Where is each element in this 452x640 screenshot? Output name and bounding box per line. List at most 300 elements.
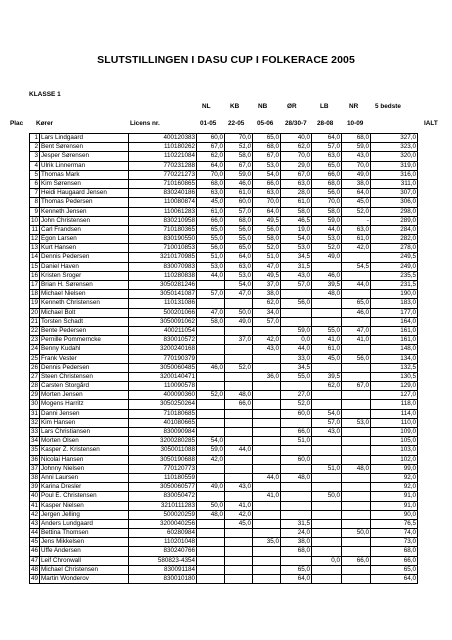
table-row: [30, 437, 418, 446]
cell-total: 73,0: [371, 538, 418, 547]
cell-driver: Karina Dresler: [40, 483, 129, 492]
cell-nr: [342, 317, 371, 326]
cell-license: 110221084: [129, 152, 197, 161]
cell-plac: 2: [30, 143, 40, 152]
cell-nl: [197, 547, 225, 556]
cell-nl: [197, 400, 225, 409]
cell-kb: 43,0: [225, 483, 253, 492]
cell-plac: 45: [31, 538, 39, 546]
cell-license: 830010572: [129, 336, 197, 345]
cell-nr: 41,0: [342, 336, 371, 345]
cell-nb: [253, 464, 281, 473]
table-row: [30, 483, 418, 492]
cell-nb: [253, 547, 281, 556]
cell-total: 282,0: [371, 235, 418, 244]
cell-total: 320,0: [371, 152, 418, 161]
cell-total: 278,0: [371, 244, 418, 253]
cell-license: 3210170985: [129, 253, 197, 262]
cell-kb: [225, 529, 253, 538]
cell-driver: Carsten Storgård: [40, 382, 129, 391]
cell-driver: Kim Hansen: [40, 418, 129, 427]
cell-driver: Benny Kudahl: [40, 345, 129, 354]
cell-nb: 37,0: [253, 281, 281, 290]
cell-nl: [197, 464, 225, 473]
table-row: [30, 391, 418, 400]
cell-driver: Jens Mikkelsen: [40, 538, 129, 547]
table-row: [30, 354, 418, 363]
cell-or: 67,0: [281, 170, 312, 179]
cell-or: 53,0: [281, 244, 312, 253]
cell-plac: 32: [31, 418, 39, 426]
cell-license: 400211054: [129, 326, 197, 335]
cell-kb: [225, 565, 253, 574]
cell-or: 38,0: [281, 538, 312, 547]
cell-nr: 67,0: [342, 382, 371, 391]
cell-total: 129,0: [371, 382, 418, 391]
cell-license: 3200240168: [129, 345, 197, 354]
cell-plac: 26: [31, 363, 39, 371]
cell-kb: [225, 382, 253, 391]
cell-license: 400120383: [129, 134, 197, 143]
cell-license: 830070983: [129, 262, 197, 271]
cell-driver: Michael Christensen: [40, 565, 129, 574]
cell-nr: [342, 547, 371, 556]
cell-driver: Daniel Haven: [40, 262, 129, 271]
cell-license: 110180262: [129, 143, 197, 152]
table-row: [30, 363, 418, 372]
cell-total: 316,0: [371, 170, 418, 179]
cell-plac: 11: [31, 225, 39, 233]
cell-kb: [225, 354, 253, 363]
cell-driver: Kasper Nielsen: [40, 501, 129, 510]
cell-total: 231,5: [371, 281, 418, 290]
cell-or: [281, 382, 312, 391]
cell-license: 830240186: [129, 189, 197, 198]
cell-nl: 48,0: [197, 510, 225, 519]
cell-total: 102,0: [371, 455, 418, 464]
cell-lb: 56,0: [312, 189, 342, 198]
cell-total: 319,0: [371, 161, 418, 170]
cell-or: 70,0: [281, 152, 312, 161]
cell-driver: Danni Jensen: [40, 409, 129, 418]
cell-or: 46,5: [281, 216, 312, 225]
cell-nr: 56,0: [342, 354, 371, 363]
cell-driver: Morten Jensen: [40, 391, 129, 400]
cell-nb: [253, 565, 281, 574]
cell-kb: 60,0: [225, 198, 253, 207]
cell-lb: 55,0: [312, 326, 342, 335]
table-row: [30, 143, 418, 152]
cell-lb: [312, 547, 342, 556]
table-row: [30, 547, 418, 556]
cell-total: 134,0: [371, 354, 418, 363]
cell-nb: 54,0: [253, 170, 281, 179]
cell-nl: 53,0: [197, 262, 225, 271]
cell-lb: 68,0: [312, 179, 342, 188]
cell-nr: [342, 400, 371, 409]
cell-nl: 59,0: [197, 446, 225, 455]
cell-nl: [197, 556, 225, 565]
cell-nr: 52,0: [342, 207, 371, 216]
cell-plac: 49: [31, 575, 39, 583]
cell-nb: 58,0: [253, 235, 281, 244]
cell-nr: [342, 409, 371, 418]
cell-nl: [197, 428, 225, 437]
table-row: [30, 281, 418, 290]
cell-lb: 44,0: [312, 225, 342, 234]
table-row: [30, 336, 418, 345]
cell-kb: [225, 547, 253, 556]
cell-or: 63,0: [281, 179, 312, 188]
cell-lb: 61,0: [312, 345, 342, 354]
table-row: [30, 455, 418, 464]
cell-nr: 66,0: [342, 556, 371, 565]
cell-or: 59,0: [281, 326, 312, 335]
cell-kb: 61,0: [225, 189, 253, 198]
header-korer: Kører: [36, 120, 54, 127]
cell-total: 130,5: [371, 372, 418, 381]
cell-license: 3050091062: [129, 317, 197, 326]
cell-plac: 1: [30, 134, 40, 143]
header-licens: Licens nr.: [130, 120, 160, 127]
cell-driver: Kim Sørensen: [40, 179, 129, 188]
cell-driver: Lars Christiansen: [40, 428, 129, 437]
cell-license: 830091184: [129, 565, 197, 574]
cell-total: 68,0: [371, 547, 418, 556]
cell-license: 401080665: [129, 418, 197, 427]
cell-nr: [342, 428, 371, 437]
cell-total: 284,0: [371, 225, 418, 234]
cell-nr: 65,0: [342, 299, 371, 308]
cell-total: 109,0: [371, 428, 418, 437]
cell-nb: [253, 382, 281, 391]
cell-plac: 46: [31, 547, 39, 555]
cell-driver: John Christensen: [40, 216, 129, 225]
cell-total: 91,0: [371, 501, 418, 510]
table-row: [30, 189, 418, 198]
cell-lb: [312, 308, 342, 317]
cell-nl: [197, 418, 225, 427]
cell-nr: [342, 446, 371, 455]
header-kb: KB: [230, 103, 240, 110]
cell-nl: [197, 372, 225, 381]
cell-nl: 57,0: [197, 290, 225, 299]
cell-driver: Johnny Nielsen: [40, 464, 129, 473]
cell-nl: 42,0: [197, 455, 225, 464]
cell-or: 27,0: [281, 391, 312, 400]
table-row: [30, 299, 418, 308]
cell-license: 710180685: [129, 409, 197, 418]
cell-nb: [253, 575, 281, 584]
cell-plac: 4: [30, 161, 40, 170]
cell-driver: Jesper Sørensen: [40, 152, 129, 161]
cell-kb: [225, 299, 253, 308]
cell-kb: 58,0: [225, 152, 253, 161]
cell-total: 327,0: [371, 134, 418, 143]
table-row: [30, 134, 418, 143]
cell-nb: [253, 446, 281, 455]
table-row: [30, 409, 418, 418]
cell-nl: 51,0: [197, 253, 225, 262]
cell-nl: [197, 336, 225, 345]
cell-kb: 50,0: [225, 308, 253, 317]
cell-nb: 42,0: [253, 336, 281, 345]
table-row: [30, 317, 418, 326]
cell-nl: [197, 575, 225, 584]
cell-total: 289,0: [371, 216, 418, 225]
cell-driver: Nicolai Hansen: [40, 455, 129, 464]
cell-nb: [253, 400, 281, 409]
cell-nr: 43,0: [342, 152, 371, 161]
table-row: [30, 492, 418, 501]
cell-lb: 65,0: [312, 161, 342, 170]
cell-license: 770190379: [129, 354, 197, 363]
cell-nr: [342, 473, 371, 482]
table-row: [30, 382, 418, 391]
cell-license: 110280838: [129, 271, 197, 280]
cell-nr: [342, 437, 371, 446]
cell-plac: 24: [31, 345, 39, 353]
cell-license: 400090360: [129, 391, 197, 400]
cell-nb: [253, 556, 281, 565]
cell-or: 60,0: [281, 409, 312, 418]
cell-kb: 67,0: [225, 161, 253, 170]
cell-nb: [253, 455, 281, 464]
cell-nb: 63,0: [253, 189, 281, 198]
cell-driver: Dennis Pedersen: [40, 363, 129, 372]
cell-lb: 57,0: [312, 143, 342, 152]
cell-license: 580823-4354: [129, 556, 197, 565]
cell-plac: 16: [31, 271, 39, 279]
cell-plac: 13: [31, 244, 39, 252]
cell-plac: 39: [31, 483, 39, 491]
cell-nl: [197, 473, 225, 482]
cell-or: 19,0: [281, 225, 312, 234]
cell-or: 34,5: [281, 253, 312, 262]
cell-nr: 44,0: [342, 281, 371, 290]
cell-license: 110201048: [129, 538, 197, 547]
cell-or: 33,0: [281, 354, 312, 363]
cell-license: 110180559: [129, 473, 197, 482]
cell-nb: 49,5: [253, 216, 281, 225]
cell-or: 34,5: [281, 363, 312, 372]
table-row: [30, 501, 418, 510]
cell-total: 65,0: [371, 565, 418, 574]
cell-lb: 43,0: [312, 428, 342, 437]
cell-kb: 37,0: [225, 336, 253, 345]
cell-total: 177,0: [371, 308, 418, 317]
cell-license: 770120773: [129, 464, 197, 473]
cell-kb: 68,0: [225, 216, 253, 225]
cell-kb: [225, 556, 253, 565]
cell-nr: [342, 501, 371, 510]
cell-nl: 68,0: [197, 179, 225, 188]
cell-total: 114,0: [371, 409, 418, 418]
cell-or: 64,0: [281, 575, 312, 584]
cell-nb: 41,0: [253, 492, 281, 501]
cell-driver: Thomas Pedersen: [40, 198, 129, 207]
cell-nb: 53,0: [253, 161, 281, 170]
cell-kb: 42,0: [225, 510, 253, 519]
cell-nr: 48,0: [342, 464, 371, 473]
cell-nl: 55,0: [197, 235, 225, 244]
cell-lb: [312, 501, 342, 510]
cell-nr: [342, 290, 371, 299]
cell-plac: 12: [31, 235, 39, 243]
cell-driver: Lars Lindgaard: [40, 134, 129, 143]
cell-driver: Torsten Schadt: [40, 317, 129, 326]
cell-nb: 47,0: [253, 262, 281, 271]
table-row: [30, 464, 418, 473]
cell-kb: 59,0: [225, 170, 253, 179]
cell-driver: Morten Olsen: [40, 437, 129, 446]
cell-plac: 31: [31, 409, 39, 417]
cell-or: 31,5: [281, 519, 312, 528]
cell-or: [281, 464, 312, 473]
cell-driver: Kasper Z. Kristensen: [40, 446, 129, 455]
cell-total: 311,0: [371, 179, 418, 188]
cell-total: 118,0: [371, 400, 418, 409]
cell-total: 92,0: [371, 483, 418, 492]
cell-total: 148,0: [371, 345, 418, 354]
table-row: [30, 326, 418, 335]
table-row: [30, 216, 418, 225]
cell-kb: 51,0: [225, 143, 253, 152]
cell-nl: 65,0: [197, 225, 225, 234]
cell-license: 3050060485: [129, 363, 197, 372]
cell-lb: 46,0: [312, 271, 342, 280]
cell-lb: [312, 262, 342, 271]
header-nr: NR: [349, 103, 359, 110]
cell-nb: [253, 409, 281, 418]
cell-kb: [225, 575, 253, 584]
header-or: ØR: [287, 103, 297, 110]
cell-kb: 47,0: [225, 290, 253, 299]
cell-total: 306,0: [371, 198, 418, 207]
cell-license: 830090984: [129, 428, 197, 437]
cell-driver: Uffe Andersen: [40, 547, 129, 556]
cell-kb: 48,0: [225, 391, 253, 400]
cell-lb: [312, 473, 342, 482]
cell-plac: 10: [31, 216, 39, 224]
standings-table: [29, 133, 418, 584]
cell-nr: [342, 565, 371, 574]
cell-license: 3050141087: [129, 290, 197, 299]
cell-lb: 49,0: [312, 253, 342, 262]
cell-nr: 38,0: [342, 179, 371, 188]
cell-license: 710180365: [129, 225, 197, 234]
table-row: [30, 418, 418, 427]
cell-nr: 68,0: [342, 134, 371, 143]
header-plac: Plac: [10, 120, 24, 127]
cell-driver: Egon Larsen: [40, 235, 129, 244]
cell-plac: 42: [31, 510, 39, 518]
cell-license: 3200140471: [129, 372, 197, 381]
cell-lb: 50,0: [312, 492, 342, 501]
cell-total: 74,0: [371, 529, 418, 538]
cell-lb: 57,0: [312, 418, 342, 427]
cell-or: 56,0: [281, 299, 312, 308]
cell-license: 3200040256: [129, 519, 197, 528]
cell-lb: 39,5: [312, 372, 342, 381]
cell-lb: [312, 510, 342, 519]
cell-plac: 17: [31, 281, 39, 289]
cell-nl: [197, 345, 225, 354]
cell-nb: 64,0: [253, 207, 281, 216]
cell-nl: [197, 538, 225, 547]
cell-nl: [197, 281, 225, 290]
cell-total: 235,5: [371, 271, 418, 280]
cell-or: 48,0: [281, 473, 312, 482]
cell-plac: 30: [31, 400, 39, 408]
cell-license: 110090578: [129, 382, 197, 391]
cell-license: 710160865: [129, 179, 197, 188]
cell-driver: Bente Pedersen: [40, 326, 129, 335]
cell-nr: [342, 363, 371, 372]
table-row: [30, 575, 418, 584]
table-row: [30, 473, 418, 482]
cell-nb: [253, 391, 281, 400]
cell-nb: 66,0: [253, 179, 281, 188]
cell-nl: 61,0: [197, 207, 225, 216]
cell-nr: 64,0: [342, 189, 371, 198]
cell-nl: 54,0: [197, 437, 225, 446]
cell-total: 307,0: [371, 189, 418, 198]
cell-plac: 19: [31, 299, 39, 307]
table-row: [30, 170, 418, 179]
cell-nl: 56,0: [197, 244, 225, 253]
cell-or: 0,0: [281, 336, 312, 345]
cell-license: 830210958: [129, 216, 197, 225]
cell-lb: [312, 575, 342, 584]
cell-nr: 53,0: [342, 418, 371, 427]
cell-license: 830010180: [129, 575, 197, 584]
cell-nl: 49,0: [197, 483, 225, 492]
cell-nl: 62,0: [197, 152, 225, 161]
cell-nl: [197, 326, 225, 335]
table-row: [30, 179, 418, 188]
page-title: SLUTSTILLINGEN I DASU CUP I FOLKERACE 2005: [97, 54, 355, 66]
cell-lb: 39,5: [312, 281, 342, 290]
cell-nl: [197, 409, 225, 418]
cell-total: 90,0: [371, 510, 418, 519]
cell-lb: [312, 391, 342, 400]
cell-kb: [225, 345, 253, 354]
cell-kb: [225, 492, 253, 501]
cell-or: 52,0: [281, 400, 312, 409]
header-nb: NB: [258, 103, 268, 110]
cell-plac: 33: [31, 428, 39, 436]
cell-license: 830240766: [129, 547, 197, 556]
table-row: [30, 510, 418, 519]
table-row: [30, 372, 418, 381]
cell-driver: Ulrik Linnerman: [40, 161, 129, 170]
cell-or: 61,0: [281, 198, 312, 207]
table-row: [30, 161, 418, 170]
header-lb: LB: [320, 103, 329, 110]
header-date-2: 22-05: [228, 120, 245, 127]
cell-nl: 60,0: [197, 134, 225, 143]
cell-total: 64,0: [371, 575, 418, 584]
cell-plac: 34: [31, 437, 39, 445]
cell-kb: 46,0: [225, 179, 253, 188]
cell-driver: Dennis Pedersen: [40, 253, 129, 262]
table-row: [30, 235, 418, 244]
cell-lb: 63,0: [312, 152, 342, 161]
cell-kb: 49,0: [225, 317, 253, 326]
cell-plac: 23: [31, 336, 39, 344]
cell-lb: 48,0: [312, 290, 342, 299]
